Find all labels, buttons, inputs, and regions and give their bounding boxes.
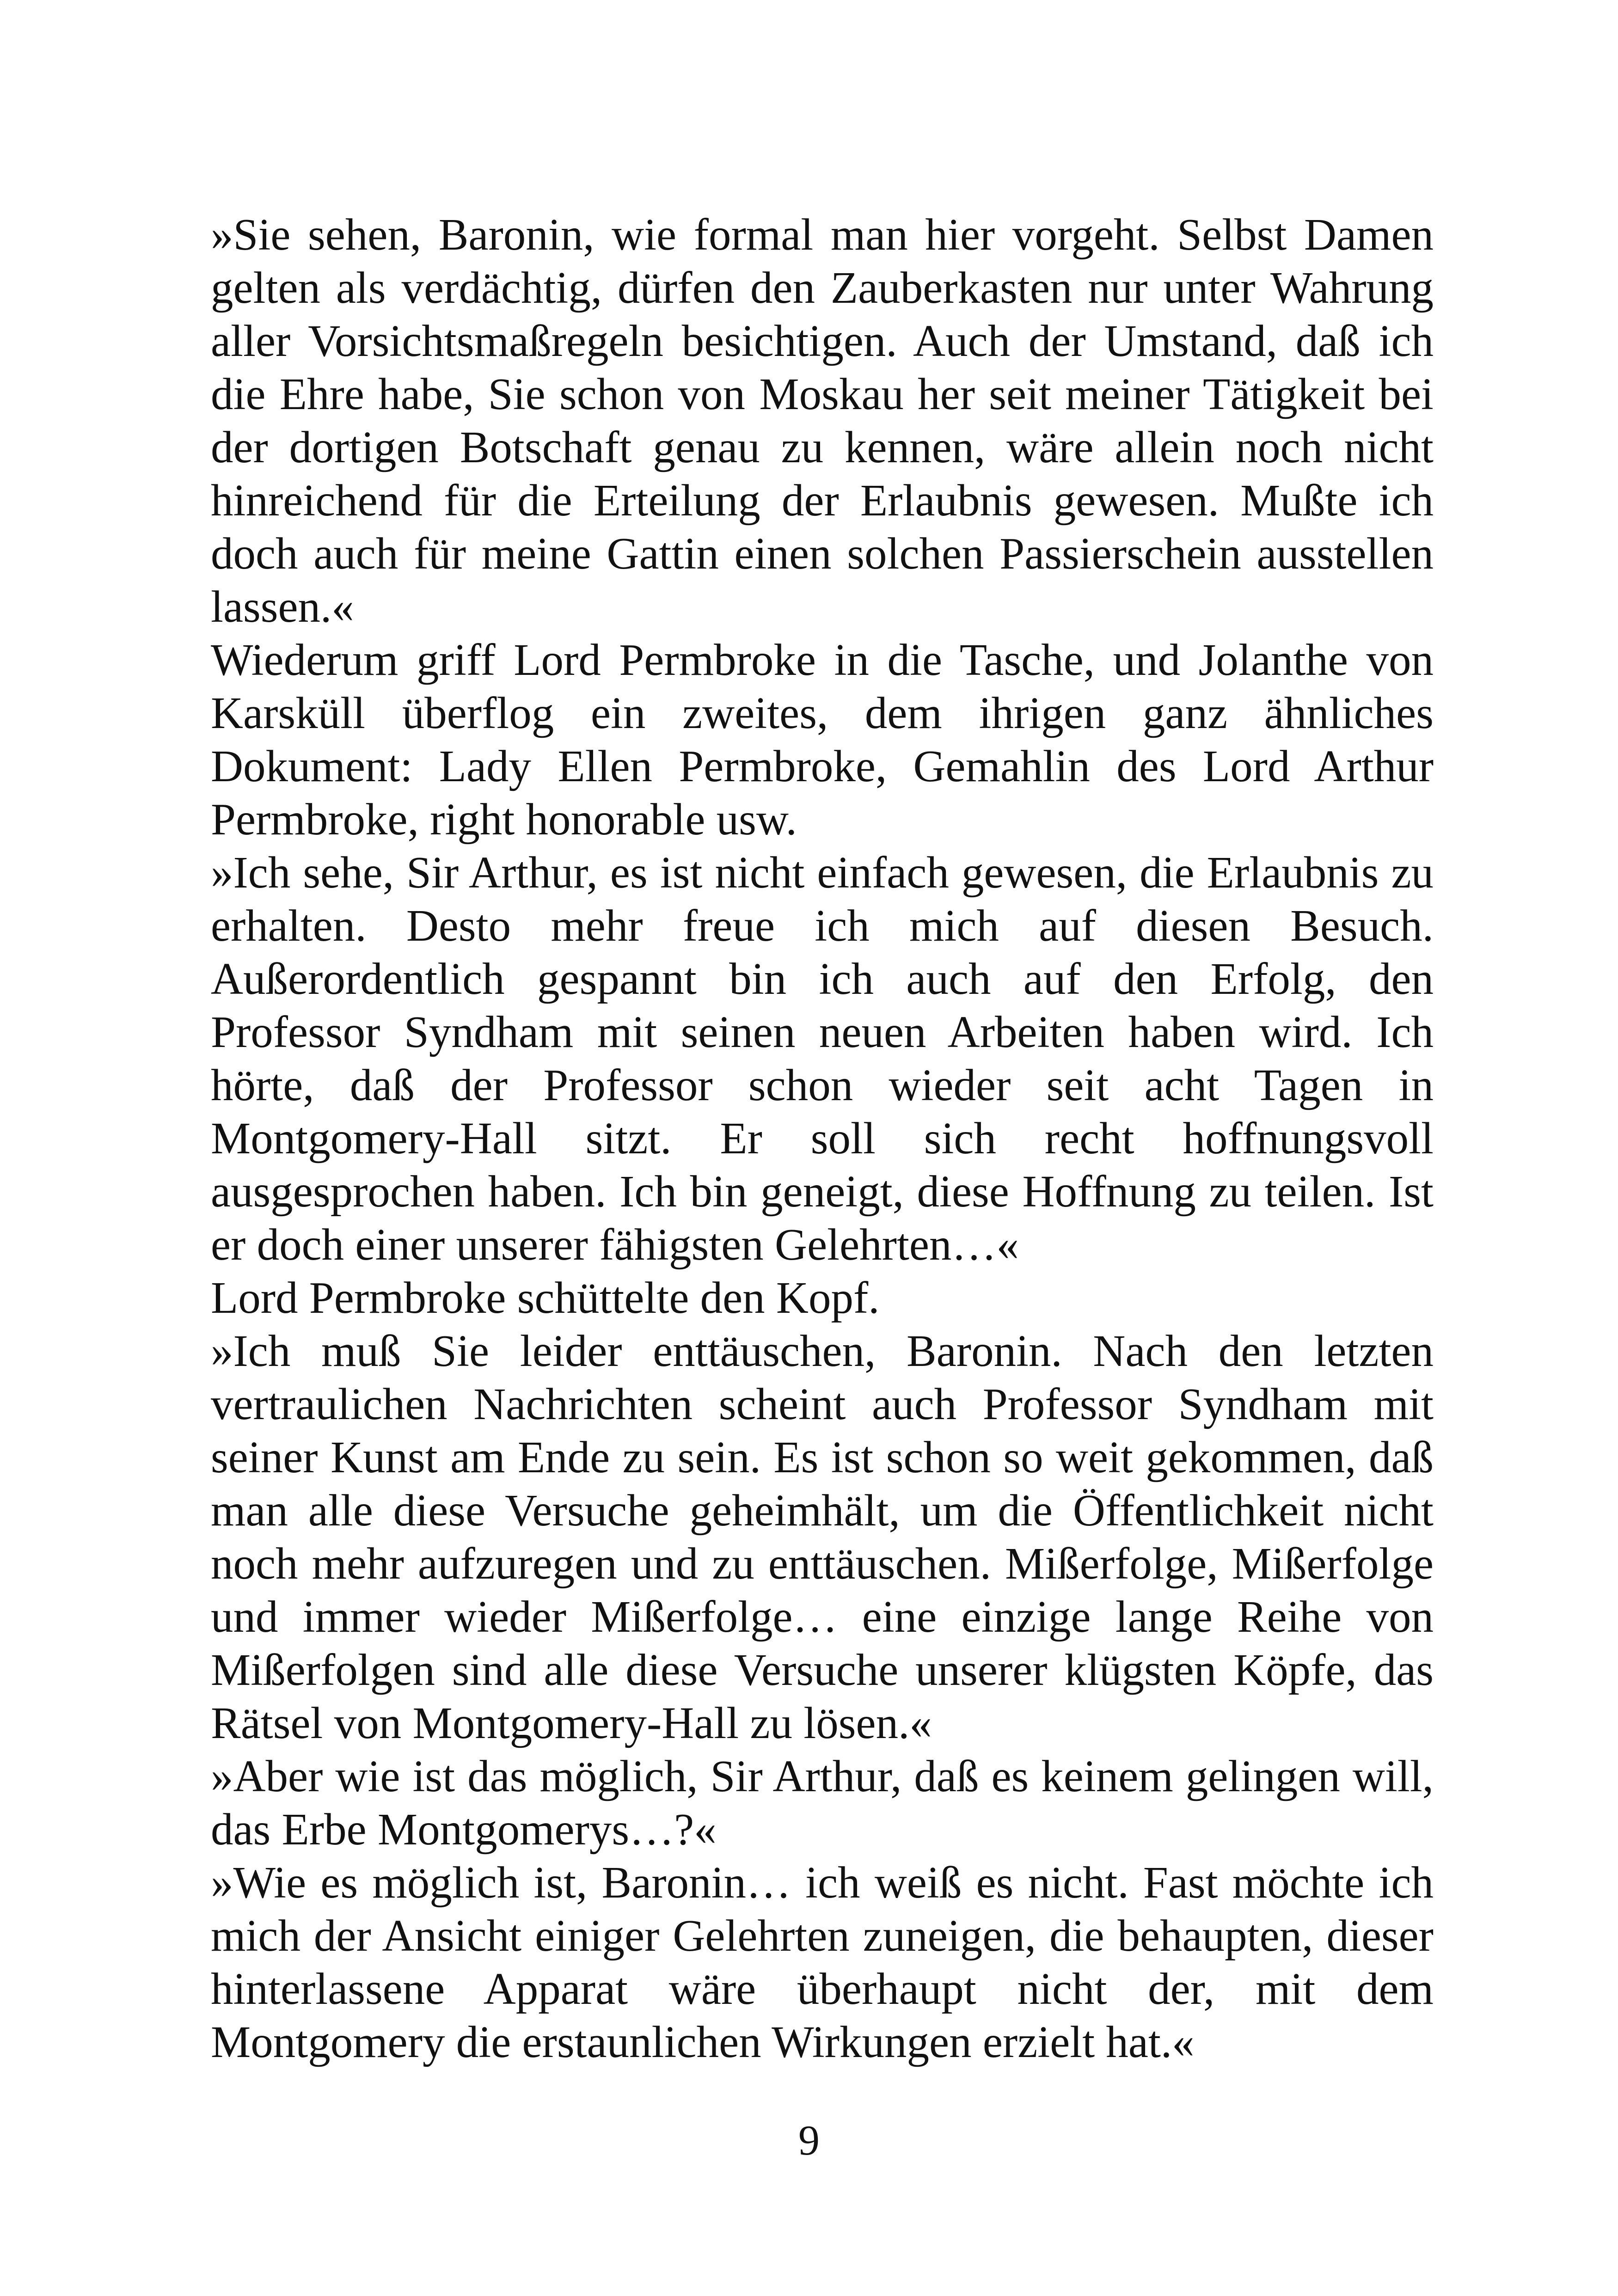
paragraph: »Sie sehen, Baronin, wie formal man hier vorgeht. Selbst Damen gelten als verdächtig, dürfen den Zauberkasten nur unter Wahrung aller Vorsichtsmaßregeln besichtigen. Auch der Umstand, daß ich die Ehre habe, Sie schon von Moskau her seit meiner Tätigkeit bei der dortigen Botschaft genau zu kennen, wäre allein noch nicht hinreichend für die Erteilung der Erlaubnis gewesen. Mußte ich doch auch für meine Gattin einen solchen Passierschein ausstellen lassen.« [211,210,1434,631]
body-text [211,208,1434,2069]
paragraph: »Ich sehe, Sir Arthur, es ist nicht einfach gewesen, die Erlaubnis zu erhalten. Desto mehr freue ich mich auf diesen Besuch. Außerordentlich gespannt bin ich auch auf den Erfolg, den Professor Syndham mit seinen neuen Arbeiten haben wird. Ich hörte, daß der Professor schon wieder seit acht Tagen in Montgomery-Hall sitzt. Er soll sich recht hoffnungsvoll ausgesprochen haben. Ich bin geneigt, diese Hoffnung zu teilen. Ist er doch einer unserer fähigsten Gelehrten…« [211,848,1434,1269]
paragraph: »Wie es möglich ist, Baronin… ich weiß es nicht. Fast möchte ich mich der Ansicht einiger Gelehrten zuneigen, die behaupten, dieser hinterlassene Apparat wäre überhaupt nicht der, mit dem Montgomery die erstaunlichen Wirkungen erzielt hat.« [211,1858,1434,2067]
paragraph: »Ich muß Sie leider enttäuschen, Baronin. Nach den letzten vertraulichen Nachrichten scheint auch Professor Syndham mit seiner Kunst am Ende zu sein. Es ist schon so weit gekommen, daß man alle diese Versuche geheimhält, um die Öffentlichkeit nicht noch mehr aufzuregen und zu enttäuschen. Mißerfolge, Mißerfolge und immer wieder Mißerfolge… eine einzige lange Reihe von Mißerfolgen sind alle diese Versuche unserer klügsten Köpfe, das Rätsel von Montgomery-Hall zu lösen.« [211,1326,1434,1748]
paragraph: Wiederum griff Lord Permbroke in die Tasche, und Jolanthe von Karsküll überflog ein zweites, dem ihrigen ganz ähnliches Dokument: Lady Ellen Permbroke, Gemahlin des Lord Arthur Permbroke, right honorable usw. [211,635,1434,844]
paragraph: »Aber wie ist das möglich, Sir Arthur, daß es keinem gelingen will, das Erbe Montgomerys…?« [211,1751,1434,1854]
page-number: 9 [798,2117,820,2164]
paragraph: Lord Permbroke schüttelte den Kopf. [211,1273,880,1322]
